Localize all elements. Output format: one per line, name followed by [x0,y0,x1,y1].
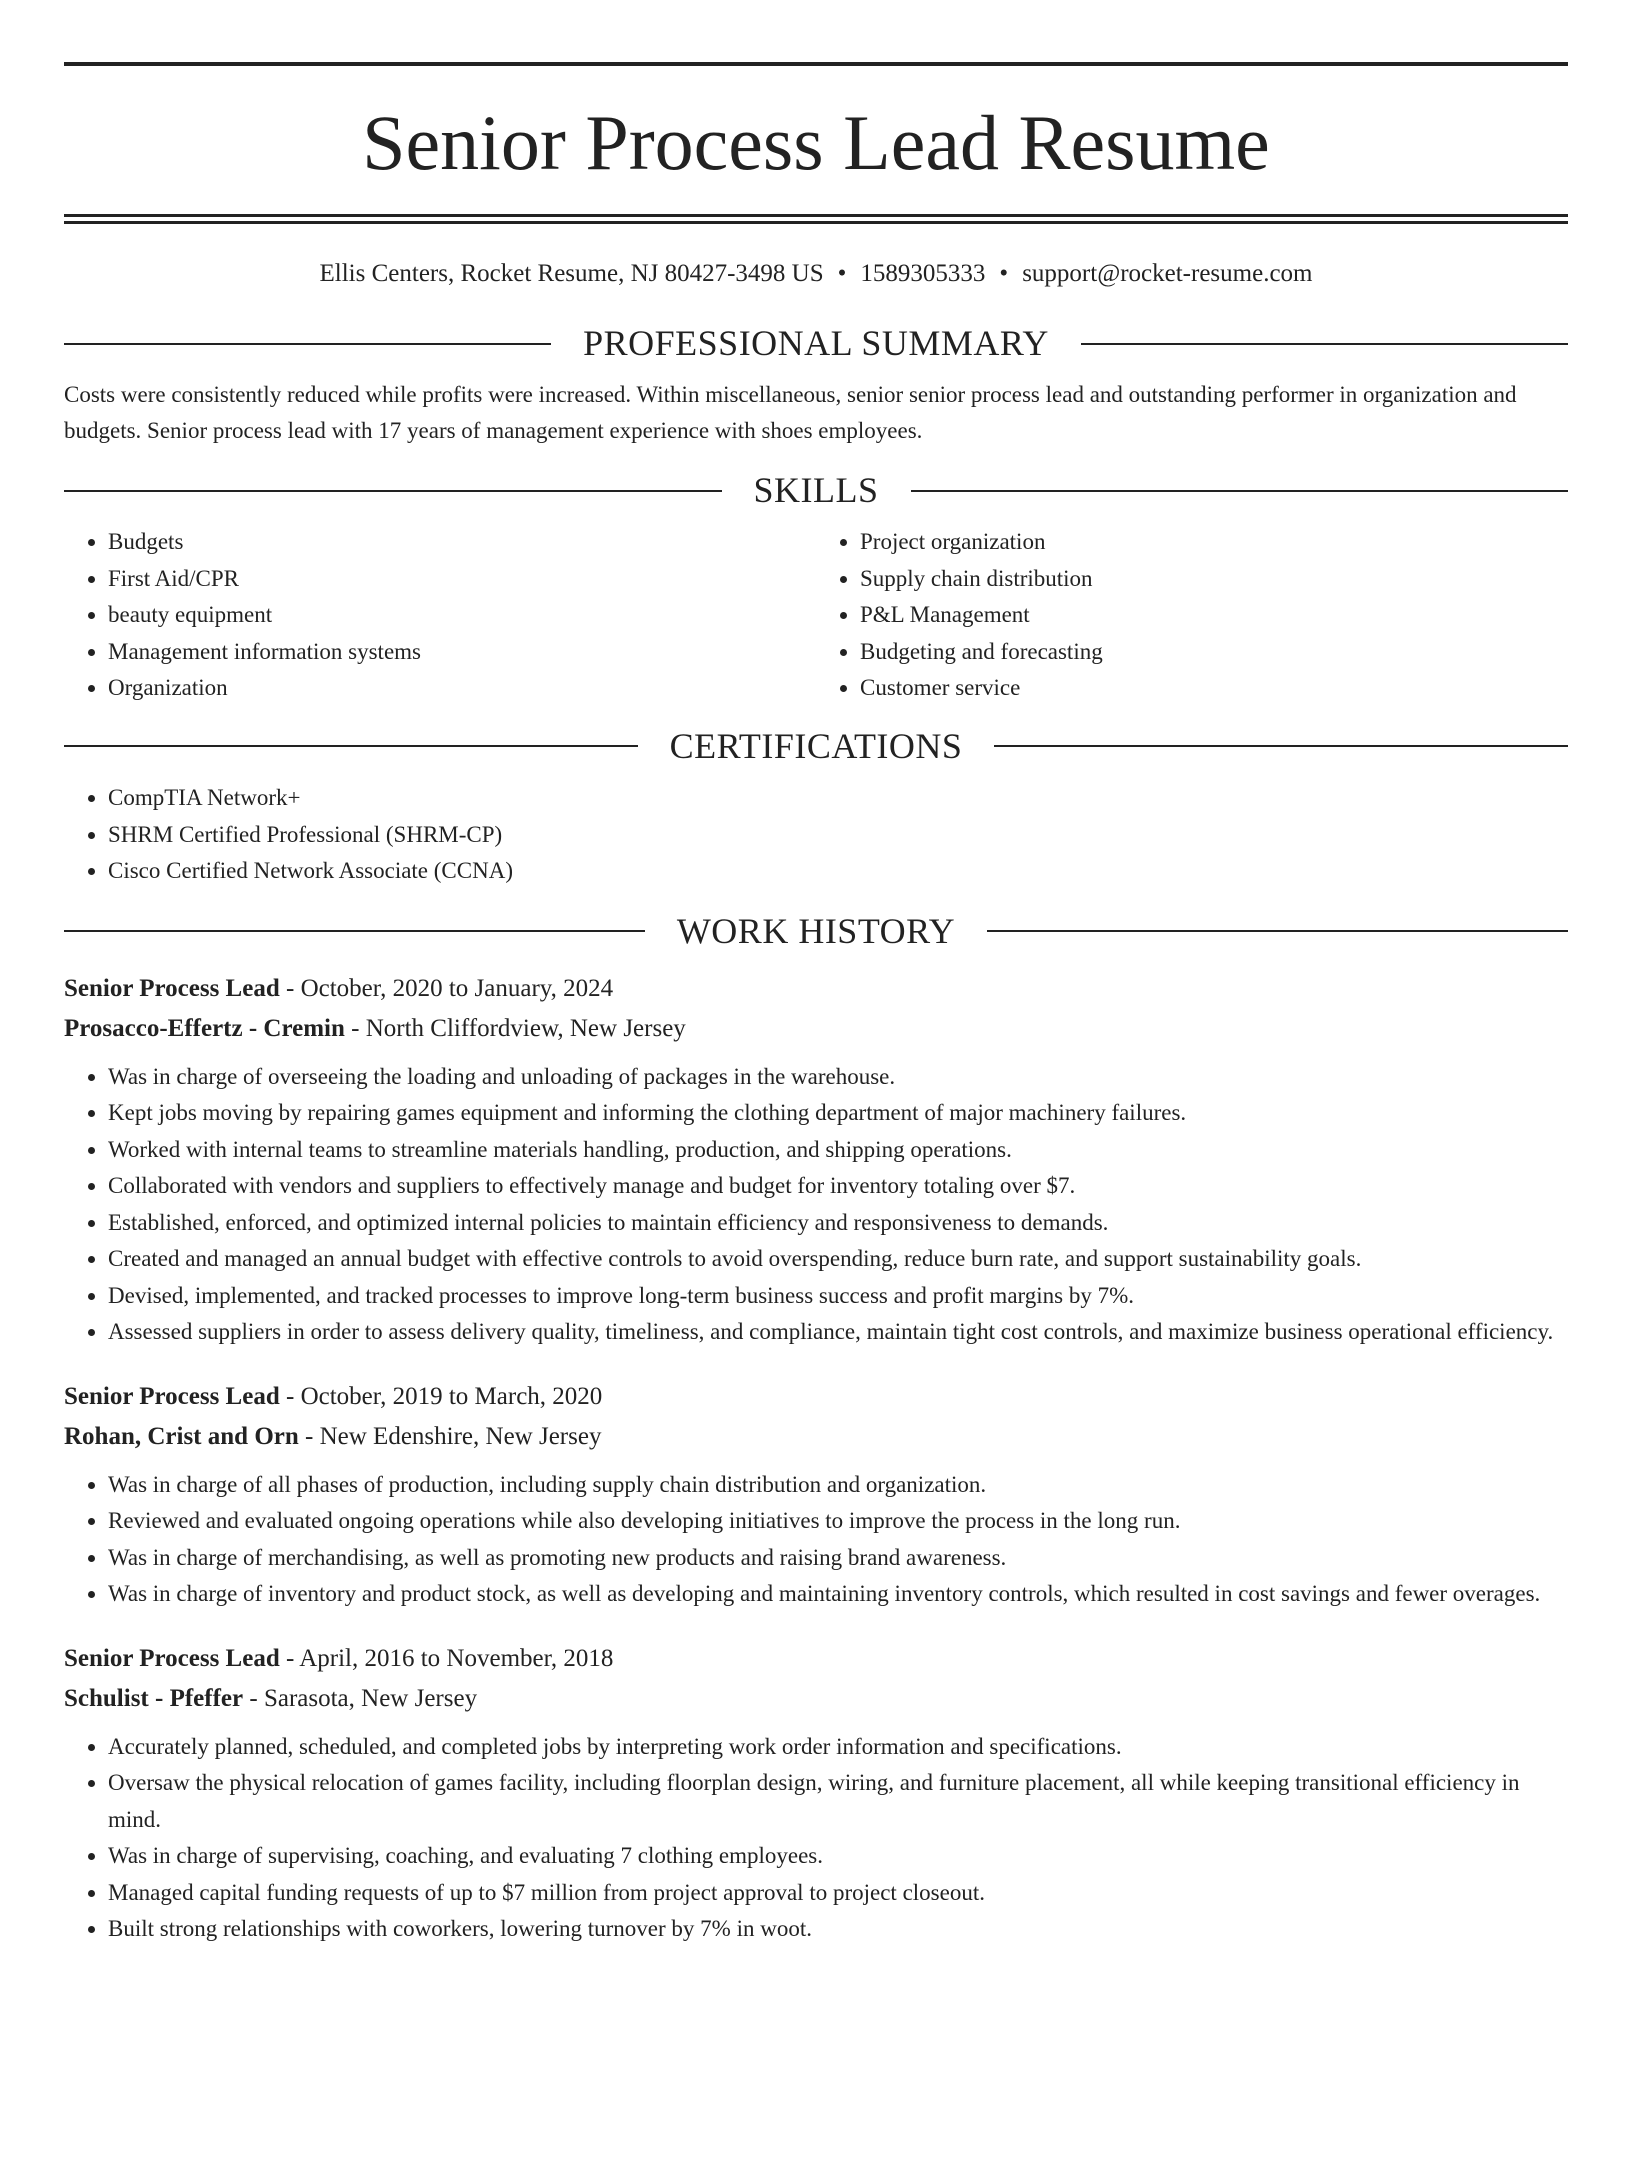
divider [911,490,1569,492]
summary-heading: PROFESSIONAL SUMMARY [583,323,1049,363]
job-duty: • Worked with internal teams to streamline materials handling, production, and shipping operations. [108,1132,1568,1169]
divider [987,930,1568,932]
job-company: Schulist - Pfeffer [64,1684,244,1712]
job-duty: • Was in charge of inventory and product stock, as well as developing and maintaining inventory controls, which resulted in cost savings and fewer overages. [108,1576,1568,1613]
job-duty: • Managed capital funding requests of up to $7 million from project approval to project closeout. [108,1875,1568,1912]
divider [994,745,1568,747]
skills-column-right [816,524,1568,707]
job-company-line [64,1417,1568,1457]
job-duty: • Kept jobs moving by repairing games equipment and informing the clothing department of major machinery failures. [108,1095,1568,1132]
work-history-section-heading [64,910,1568,953]
contact-phone: 1589305333 [860,260,986,287]
job-title: Senior Process Lead [64,1382,280,1410]
job-location: - New Edenshire, New Jersey [298,1422,602,1450]
divider [64,343,551,345]
job-duty: • Oversaw the physical relocation of games facility, including floorplan design, wiring, and furniture placement, all while keeping transitional efficiency in mind. [108,1765,1568,1838]
job-title: Senior Process Lead [64,974,280,1002]
job-duties-list [64,1467,1568,1613]
skill-item: • P&L Management [860,597,1568,634]
job-entry [64,969,1568,1351]
job-duty: • Was in charge of all phases of production, including supply chain distribution and organization. [108,1467,1568,1504]
skill-item: • Supply chain distribution [860,561,1568,598]
job-location: - North Cliffordview, New Jersey [344,1014,686,1042]
job-title: Senior Process Lead [64,1644,280,1672]
skill-item: • Project organization [860,524,1568,561]
job-duty: • Collaborated with vendors and suppliers to effectively manage and budget for inventory totaling over $7. [108,1168,1568,1205]
skill-item: • Management information systems [108,634,816,671]
certifications-list [64,780,1568,890]
contact-separator: • [999,260,1009,287]
job-title-line [64,1377,1568,1417]
job-dates: - October, 2020 to January, 2024 [279,974,614,1002]
job-title-line [64,969,1568,1009]
job-location: - Sarasota, New Jersey [243,1684,478,1712]
summary-text: Costs were consistently reduced while profits were increased. Within miscellaneous, senior senior process lead and outstanding performer in organization and budgets. Senior process lead with 17 years of management experience with shoes employees. [64,382,1517,444]
divider [64,745,638,747]
skill-item: • Organization [108,670,816,707]
job-duty: • Was in charge of merchandising, as well as promoting new products and raising brand awareness. [108,1540,1568,1577]
certification-item: • CompTIA Network+ [108,780,1568,817]
job-title-line [64,1639,1568,1679]
job-dates: - April, 2016 to November, 2018 [279,1644,614,1672]
contact-line [64,260,1568,288]
skills-list [64,512,1568,707]
divider [64,490,722,492]
job-duties-list [64,1059,1568,1351]
job-entry [64,1639,1568,1948]
job-duty: • Was in charge of overseeing the loading and unloading of packages in the warehouse. [108,1059,1568,1096]
skill-item: • Budgets [108,524,816,561]
job-entry [64,1377,1568,1613]
skills-section-heading [64,469,1568,512]
job-dates: - October, 2019 to March, 2020 [279,1382,603,1410]
divider [1081,343,1568,345]
certification-item: • Cisco Certified Network Associate (CCNA) [108,853,1568,890]
certifications-heading: CERTIFICATIONS [669,725,963,766]
work-history-heading: WORK HISTORY [676,910,956,951]
job-duty: • Established, enforced, and optimized internal policies to maintain efficiency and responsiveness to demands. [108,1205,1568,1242]
skill-item: • beauty equipment [108,597,816,634]
job-company-line [64,1679,1568,1719]
skill-item: • First Aid/CPR [108,561,816,598]
contact-separator: • [837,260,847,287]
resume-page [0,62,1632,2174]
skill-item: • Budgeting and forecasting [860,634,1568,671]
contact-address: Ellis Centers, Rocket Resume, NJ 80427-3498 US [319,260,824,287]
divider [64,930,645,932]
job-duty: • Was in charge of supervising, coaching, and evaluating 7 clothing employees. [108,1838,1568,1875]
skill-item: • Customer service [860,670,1568,707]
job-company: Prosacco-Effertz - Cremin [64,1014,345,1042]
page-title: Senior Process Lead Resume [362,99,1270,186]
job-company-line [64,1009,1568,1049]
title-double-rule [64,214,1568,224]
contact-email: support@rocket-resume.com [1022,260,1313,287]
top-rule [64,62,1568,66]
summary-section-heading [64,322,1568,365]
certifications-section-heading [64,725,1568,768]
job-duty: • Accurately planned, scheduled, and completed jobs by interpreting work order information and specifications. [108,1729,1568,1766]
certification-item: • SHRM Certified Professional (SHRM-CP) [108,817,1568,854]
skills-column-left [64,524,816,707]
job-duty: • Assessed suppliers in order to assess delivery quality, timeliness, and compliance, maintain tight cost controls, and maximize business operational efficiency. [108,1314,1568,1351]
job-duties-list [64,1729,1568,1948]
job-duty: • Built strong relationships with coworkers, lowering turnover by 7% in woot. [108,1911,1568,1948]
job-duty: • Devised, implemented, and tracked processes to improve long-term business success and profit margins by 7%. [108,1278,1568,1315]
skills-heading: SKILLS [753,470,879,511]
job-duty: • Created and managed an annual budget with effective controls to avoid overspending, reduce burn rate, and support sustainability goals. [108,1241,1568,1278]
job-duty: • Reviewed and evaluated ongoing operations while also developing initiatives to improve the process in the long run. [108,1503,1568,1540]
job-company: Rohan, Crist and Orn [64,1422,299,1450]
